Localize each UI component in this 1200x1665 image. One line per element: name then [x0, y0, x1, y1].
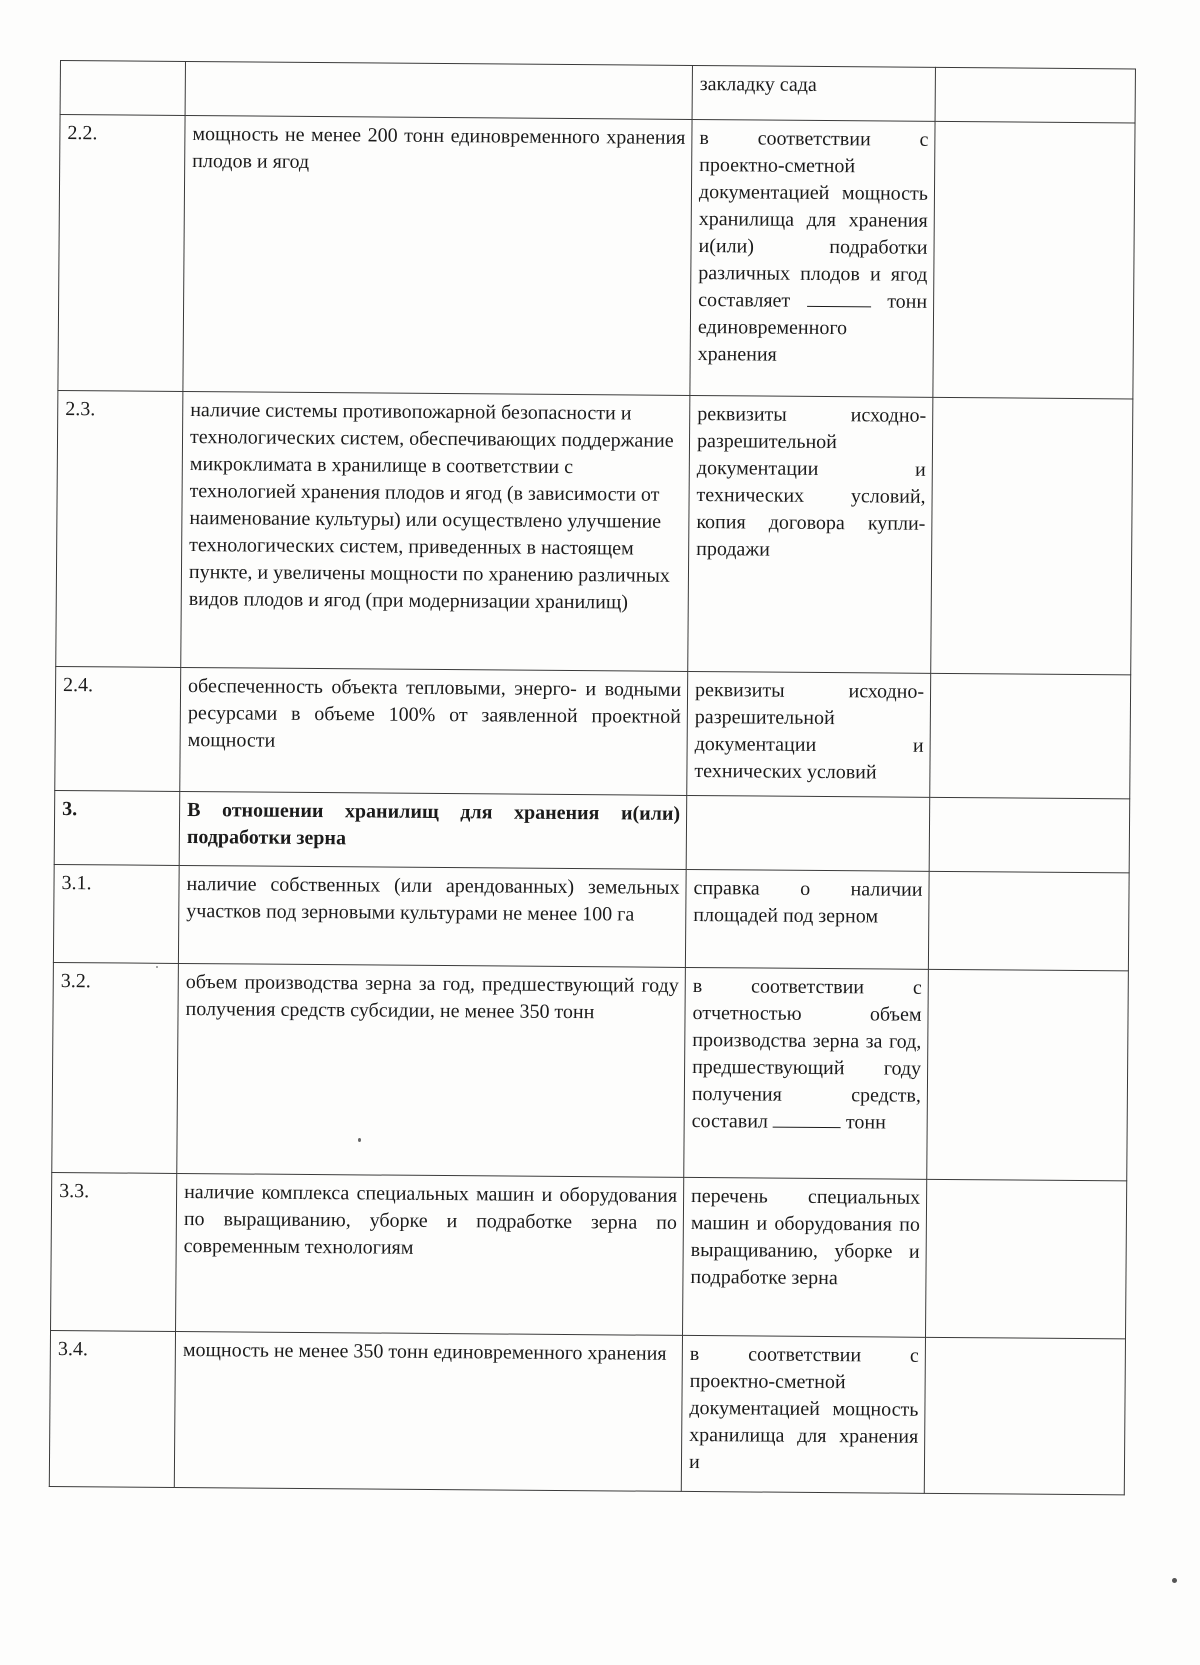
requirement-cell: [185, 61, 692, 119]
note-cell: [930, 673, 1131, 799]
scan-speck: [1172, 1578, 1177, 1583]
document-text: тонн: [845, 1111, 886, 1134]
section-heading: В отношении хранилищ для хранения и(или) подработки зерна: [179, 791, 687, 869]
scan-speck: [358, 1138, 361, 1142]
table-row: [53, 864, 1129, 970]
document-cell: реквизиты исходно-разрешительной документации и технических условий: [687, 671, 931, 797]
document-text: в соответствии с отчетностью объем производства зерна за год, предшествующий году получения средств, составил: [691, 974, 922, 1133]
table-row: [58, 115, 1135, 399]
table-row: [55, 666, 1131, 798]
row-number: 3.2.: [52, 962, 179, 1173]
scan-speck: [156, 966, 158, 968]
fill-in-blank: [773, 1109, 841, 1129]
document-cell: справка о наличии площадей под зерном: [685, 869, 929, 969]
requirement-cell: мощность не менее 200 тонн единовременного хранения плодов и ягод: [183, 115, 692, 395]
document-text: в соответствии с проектно-сметной документацией мощность хранилища для хранения и(или) подработки различных плодов и ягод составляет: [698, 127, 929, 312]
table-row: [56, 390, 1133, 674]
note-cell: [927, 969, 1129, 1181]
note-cell: [924, 1337, 1125, 1495]
document-cell: [684, 967, 929, 1179]
table-row: [52, 962, 1129, 1180]
document-cell: реквизиты исходно-разрешительной документации и технических условий, копия договора купли-продажи: [688, 395, 933, 673]
note-cell: [931, 397, 1133, 675]
table-row: [51, 1172, 1127, 1338]
table-row: [49, 1330, 1125, 1494]
note-cell: [933, 121, 1135, 399]
row-number: 3.4.: [49, 1330, 175, 1487]
note-cell: [929, 797, 1130, 873]
requirement-cell: наличие комплекса специальных машин и оборудования по выращиванию, уборке и подработке зерна по современным технологиям: [176, 1173, 684, 1335]
row-number: 2.3.: [56, 390, 183, 667]
row-number: 2.4.: [55, 666, 181, 791]
section-number: 3.: [54, 790, 180, 865]
requirement-cell: объем производства зерна за год, предшествующий году получения средств субсидии, не менее 350 тонн: [177, 963, 686, 1177]
requirement-cell: наличие собственных (или арендованных) земельных участков под зерновыми культурами не менее 100 га: [178, 865, 686, 967]
row-number: 3.3.: [51, 1172, 177, 1331]
note-cell: [928, 871, 1129, 971]
requirements-table: [49, 60, 1136, 1495]
row-number: 2.2.: [58, 115, 185, 392]
requirement-cell: мощность не менее 350 тонн единовременного хранения: [174, 1331, 682, 1491]
row-number: [60, 61, 185, 116]
note-cell: [925, 1179, 1126, 1339]
table-row: [60, 61, 1135, 123]
document-cell: закладку сада: [692, 65, 935, 121]
document-cell: в соответствии с проектно-сметной документацией мощность хранилища для хранения и: [681, 1335, 925, 1493]
requirement-cell: наличие системы противопожарной безопасности и технологических систем, обеспечивающих поддержание микроклимата в хранилище в соответствии с технологией хранения плодов и ягод (в зависимости от наименование культуры) или осуществлено улучшение технологических систем, приведенных в настоящем пункте, и увеличены мощности по хранению различных видов плодов и ягод (при модернизации хранилищ): [181, 391, 690, 671]
document-text: тонн единовременного хранения: [697, 290, 928, 366]
row-number: 3.1.: [53, 864, 179, 963]
fill-in-blank: [807, 288, 871, 308]
document-cell: [690, 119, 935, 397]
document-cell: перечень специальных машин и оборудования по выращиванию, уборке и подработке зерна: [683, 1177, 927, 1337]
document-cell: [686, 795, 930, 871]
table-row: [54, 790, 1130, 872]
note-cell: [935, 67, 1135, 123]
requirement-cell: обеспеченность объекта тепловыми, энерго- и водными ресурсами в объеме 100% от заявленной проектной мощности: [180, 667, 688, 795]
